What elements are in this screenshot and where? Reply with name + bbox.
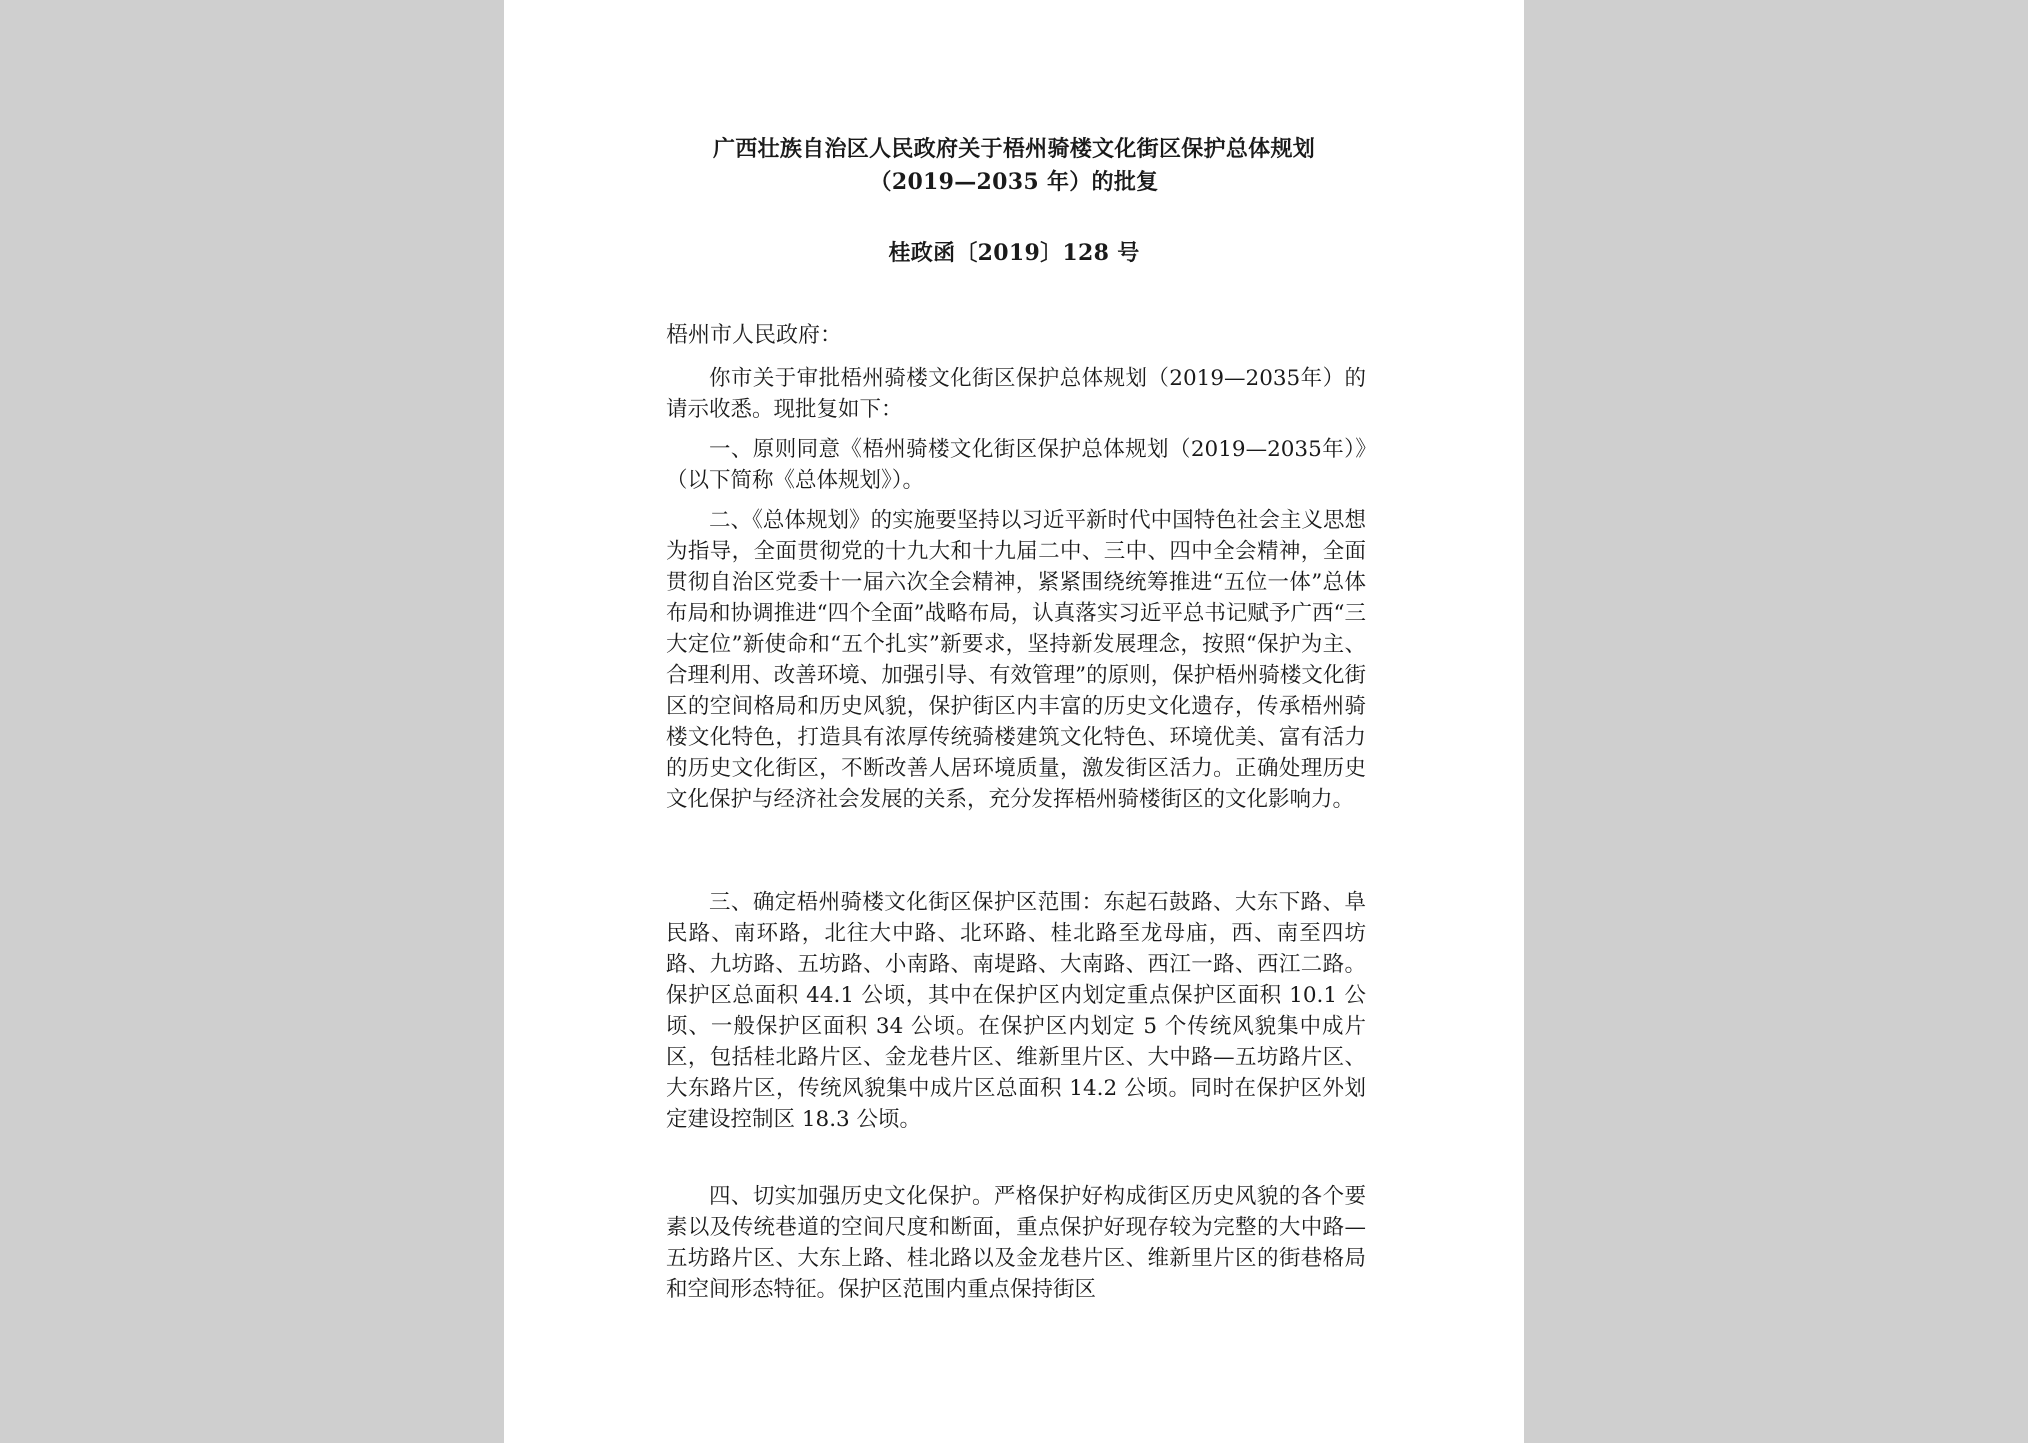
paragraph-item-4: 四、切实加强历史文化保护。严格保护好构成街区历史风貌的各个要素以及传统巷道的空间尺度和断面，重点保护好现存较为完整的大中路—五坊路片区、大东上路、桂北路以及金龙巷片区、维新里片区的街巷格局和空间形态特征。保护区范围内重点保持街区 — [666, 1184, 1366, 1302]
document-page — [504, 0, 1524, 1443]
paragraph-item-3: 三、确定梧州骑楼文化街区保护区范围：东起石鼓路、大东下路、阜民路、南环路，北往大中路、北环路、桂北路至龙母庙，西、南至四坊路、九坊路、五坊路、小南路、南堤路、大南路、西江一路、西江二路。保护区总面积 44.1 公顷，其中在保护区内划定重点保护区面积 10.1 公顷、一般保护区面积 34 公顷。在保护区内划定 5 个传统风貌集中成片区，包括桂北路片区、金龙巷片区、维新里片区、大中路—五坊路片区、大东路片区，传统风貌集中成片区总面积 14.2 公顷。同时在保护区外划定建设控制区 18.3 公顷。 — [666, 890, 1366, 1132]
document-title-line-1: 广西壮族自治区人民政府关于梧州骑楼文化街区保护总体规划 — [712, 136, 1316, 162]
paragraph-item-2: 二、《总体规划》的实施要坚持以习近平新时代中国特色社会主义思想为指导，全面贯彻党的十九大和十九届二中、三中、四中全会精神，全面贯彻自治区党委十一届六次全会精神，紧紧围绕统筹推进“五位一体”总体布局和协调推进“四个全面”战略布局，认真落实习近平总书记赋予广西“三大定位”新使命和“五个扎实”新要求，坚持新发展理念，按照“保护为主、合理利用、改善环境、加强引导、有效管理”的原则，保护梧州骑楼文化街区的空间格局和历史风貌，保护街区内丰富的历史文化遗存，传承梧州骑楼文化特色，打造具有浓厚传统骑楼建筑文化特色、环境优美、富有活力的历史文化街区，不断改善人居环境质量，激发街区活力。正确处理历史文化保护与经济社会发展的关系，充分发挥梧州骑楼街区的文化影响力。 — [666, 508, 1366, 812]
document-number: 桂政函〔2019〕128 号 — [888, 240, 1140, 266]
salutation: 梧州市人民政府： — [666, 323, 843, 348]
paragraph-request-received: 你市关于审批梧州骑楼文化街区保护总体规划（2019—2035年）的请示收悉。现批复如下： — [666, 366, 1366, 422]
paragraph-item-1: 一、原则同意《梧州骑楼文化街区保护总体规划（2019—2035年）》（以下简称《总体规划》）。 — [666, 437, 1366, 493]
document-title-line-2: （2019—2035 年）的批复 — [869, 169, 1159, 195]
